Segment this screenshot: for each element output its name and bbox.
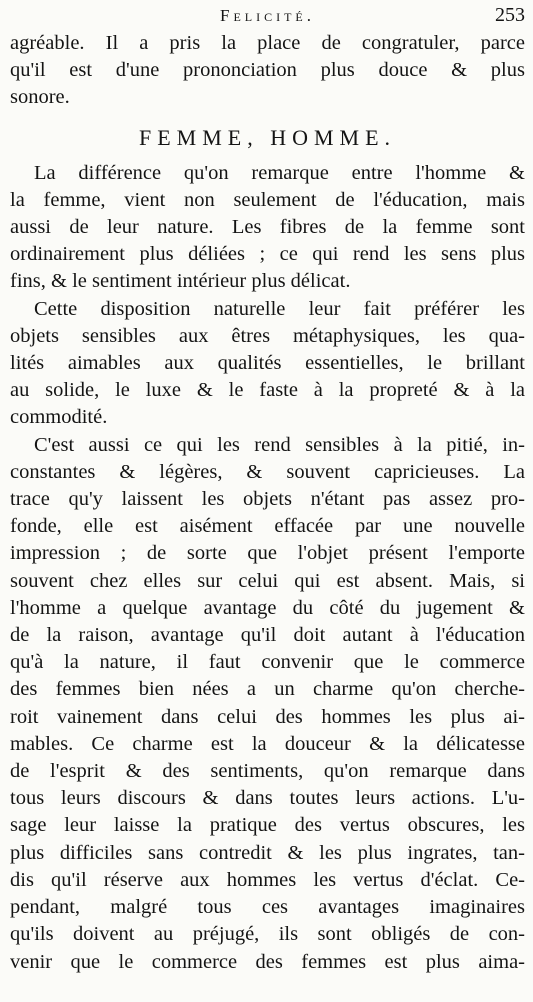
- text-line: fins, & le sentiment intérieur plus délicat.: [10, 270, 351, 293]
- text-line: tous leurs discours & dans toutes leurs actions. L'u-: [10, 787, 525, 810]
- text-line: de la raison, avantage qu'il doit autant à l'éducation: [10, 624, 525, 647]
- text-line: La différence qu'on remarque entre l'homme &: [34, 161, 525, 184]
- text-line: trace qu'y laissent les objets n'étant pas assez pro-: [10, 488, 525, 511]
- text-line: Cette disposition naturelle leur fait préférer les: [34, 297, 525, 320]
- text-line: l'homme a quelque avantage du côté du jugement &: [10, 596, 525, 619]
- text-line: commodité.: [10, 406, 108, 429]
- text-line: venir que le commerce des femmes est plus aima-: [10, 950, 525, 973]
- text-line: la femme, vient non seulement de l'éducation, mais: [10, 188, 525, 211]
- text-line: sage leur laisse la pratique des vertus obscures, les: [10, 814, 525, 837]
- text-line: ordinairement plus déliées ; ce qui rend les sens plus: [10, 243, 525, 266]
- running-head: [10, 2, 525, 30]
- text-line: aussi de leur nature. Les fibres de la femme sont: [10, 216, 525, 239]
- text-line: constantes & légères, & souvent capricieuses. La: [10, 460, 525, 483]
- text-line: objets sensibles aux êtres métaphysiques, les qua-: [10, 324, 525, 347]
- text-line: qu'il est d'une prononciation plus douce & plus: [10, 59, 525, 82]
- running-head-title: Felicité.: [219, 6, 316, 25]
- page-number: 253: [495, 4, 525, 26]
- text-line: impression ; de sorte que l'objet présent l'emporte: [10, 542, 525, 565]
- text-line: C'est aussi ce qui les rend sensibles à la pitié, in-: [34, 433, 525, 456]
- text-line: dis qu'il réserve aux hommes les vertus d'éclat. Ce-: [10, 868, 525, 891]
- text-line: lités aimables aux qualités essentielles, le brillant: [10, 352, 525, 375]
- text-line: souvent chez elles sur celui qui est absent. Mais, si: [10, 569, 525, 592]
- text-line: agréable. Il a pris la place de congratuler, parce: [10, 32, 525, 54]
- text-line: qu'à la nature, il faut convenir que le commerce: [10, 651, 525, 674]
- text-line: mables. Ce charme est la douceur & la délicatesse: [10, 732, 525, 755]
- text-line: de l'esprit & des sentiments, qu'on remarque dans: [10, 760, 525, 783]
- text-line: pendant, malgré tous ces avantages imaginaires: [10, 896, 525, 919]
- text-line: roit vainement dans celui des hommes les plus ai-: [10, 705, 525, 728]
- text-line: fonde, elle est aisément effacée par une nouvelle: [10, 515, 525, 538]
- text-line: au solide, le luxe & le faste à la propreté & à la: [10, 379, 525, 402]
- text-line: des femmes bien nées a un charme qu'on cherche-: [10, 678, 525, 701]
- text-line: qu'ils doivent au préjugé, ils sont obligés de con-: [10, 923, 525, 946]
- body-text: [10, 30, 525, 976]
- section-heading: FEMME, HOMME.: [138, 124, 397, 150]
- text-line: sonore.: [10, 86, 70, 109]
- text-line: plus difficiles sans contredit & les plus ingrates, tan-: [10, 841, 525, 864]
